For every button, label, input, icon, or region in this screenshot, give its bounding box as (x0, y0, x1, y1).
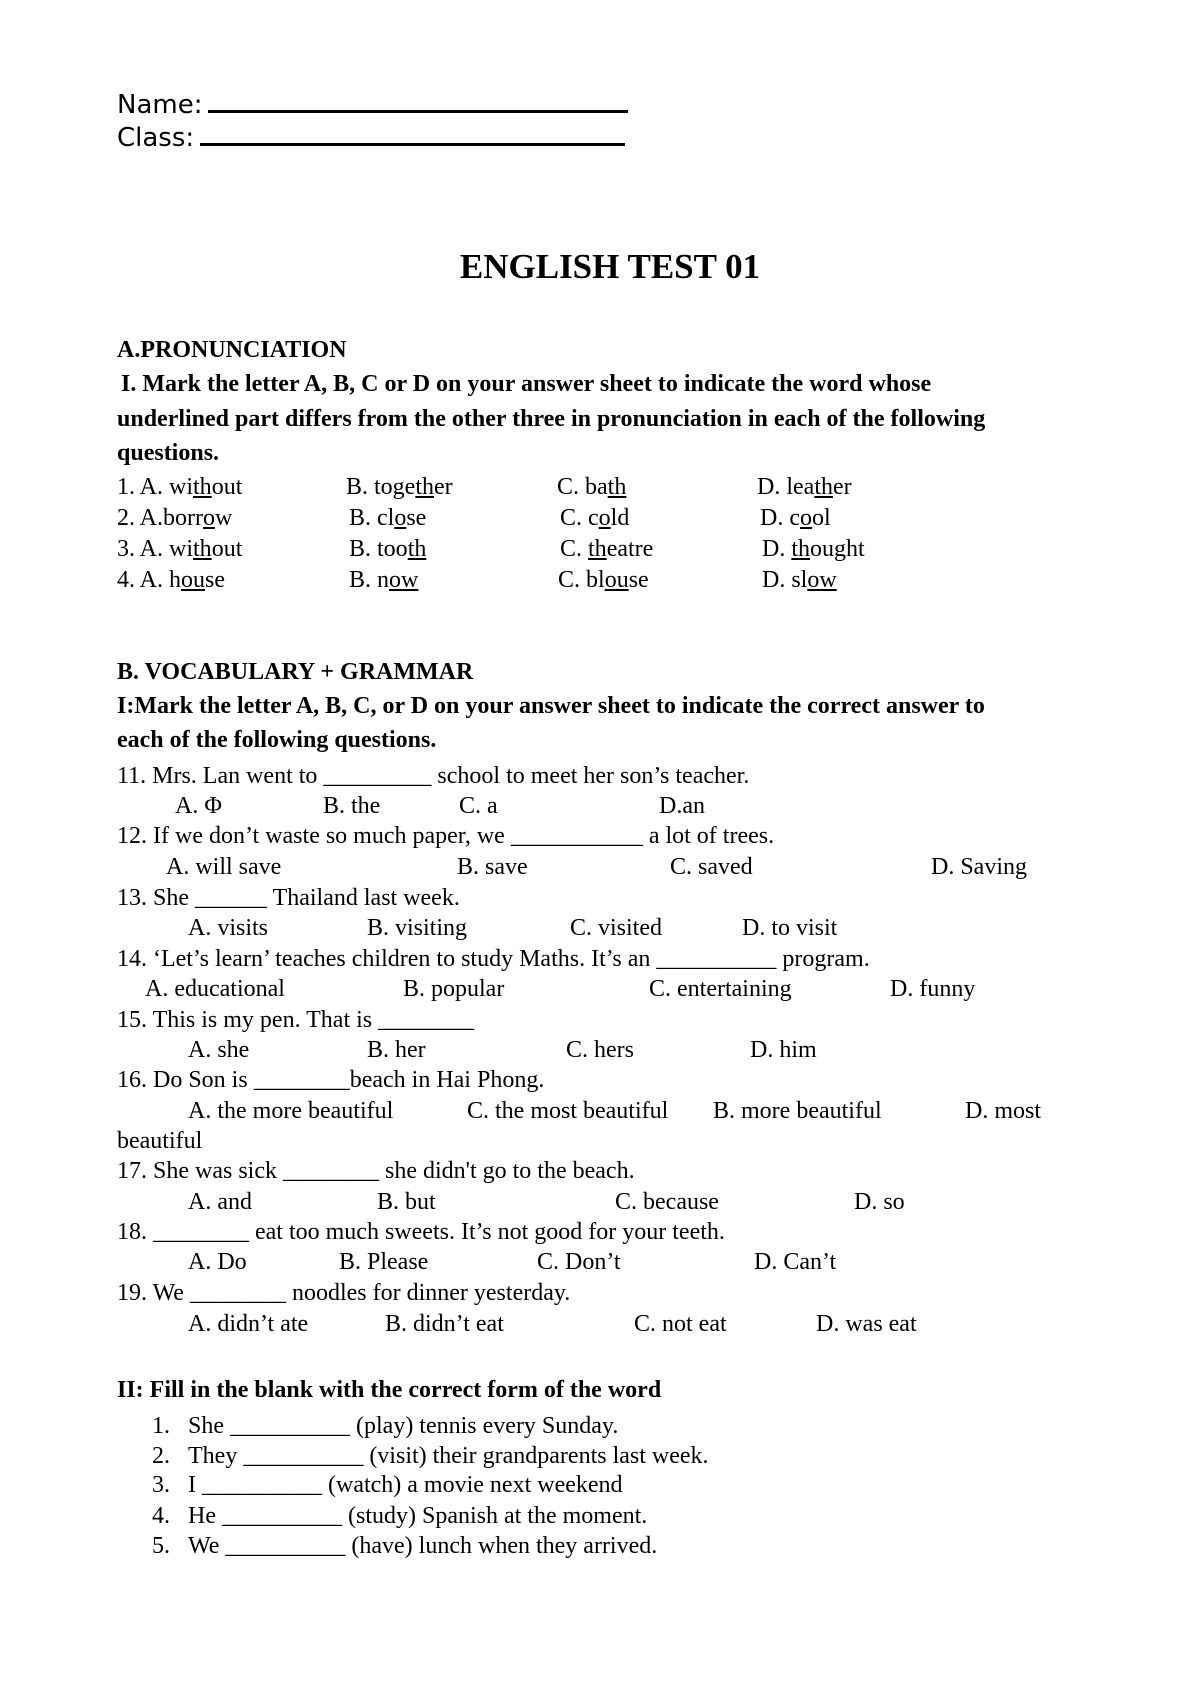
q15-option-d[interactable]: D. him (750, 1037, 817, 1063)
q15-stem: 15. This is my pen. That is ________ (117, 1007, 475, 1033)
q3-option-b[interactable]: B. tooth (349, 536, 427, 562)
fill-item-number: 1. (152, 1413, 170, 1439)
section-b-instruction-line2: each of the following questions. (117, 727, 437, 753)
q15-option-a[interactable]: A. she (188, 1037, 250, 1063)
q11-option-c[interactable]: C. a (459, 793, 498, 819)
fill-item-text[interactable]: They __________ (visit) their grandparents last week. (188, 1443, 709, 1469)
q14-stem: 14. ‘Let’s learn’ teaches children to study Maths. It’s an __________ program. (117, 946, 870, 972)
q16-option-d-wrap: beautiful (117, 1128, 203, 1154)
q1-option-d[interactable]: D. leather (757, 474, 852, 500)
q12-option-d[interactable]: D. Saving (931, 854, 1027, 880)
q2-option-b[interactable]: B. close (349, 505, 427, 531)
q14-option-b[interactable]: B. popular (403, 976, 505, 1002)
q4-option-c[interactable]: C. blouse (558, 567, 649, 593)
q16-option-b[interactable]: B. more beautiful (713, 1098, 882, 1124)
fill-item-text[interactable]: He __________ (study) Spanish at the moment. (188, 1503, 648, 1529)
q18-stem: 18. ________ eat too much sweets. It’s not good for your teeth. (117, 1219, 725, 1245)
q19-option-d[interactable]: D. was eat (816, 1311, 917, 1337)
name-field[interactable] (208, 88, 628, 113)
class-field[interactable] (200, 121, 625, 146)
q13-stem: 13. She ______ Thailand last week. (117, 885, 460, 911)
q1-option-a[interactable]: 1. A. without (117, 474, 243, 500)
q18-option-c[interactable]: C. Don’t (537, 1249, 621, 1275)
fill-item-text[interactable]: I __________ (watch) a movie next weekend (188, 1472, 623, 1498)
q3-option-a[interactable]: 3. A. without (117, 536, 243, 562)
q15-option-c[interactable]: C. hers (566, 1037, 634, 1063)
section-fill-heading: II: Fill in the blank with the correct form of the word (117, 1377, 662, 1403)
q3-option-d[interactable]: D. thought (762, 536, 865, 562)
q15-option-b[interactable]: B. her (367, 1037, 426, 1063)
q16-stem: 16. Do Son is ________beach in Hai Phong. (117, 1067, 545, 1093)
section-a-instruction-line2: underlined part differs from the other three in pronunciation in each of the following (117, 406, 986, 432)
q2-option-d[interactable]: D. cool (760, 505, 831, 531)
q3-option-c[interactable]: C. theatre (560, 536, 654, 562)
fill-item-number: 3. (152, 1472, 170, 1498)
section-b-heading: B. VOCABULARY + GRAMMAR (117, 659, 474, 685)
name-label: Name: (117, 90, 203, 120)
q11-option-b[interactable]: B. the (323, 793, 381, 819)
fill-item-text[interactable]: We __________ (have) lunch when they arrived. (188, 1533, 658, 1559)
q13-option-c[interactable]: C. visited (570, 915, 663, 941)
q14-option-d[interactable]: D. funny (890, 976, 976, 1002)
q4-option-d[interactable]: D. slow (762, 567, 837, 593)
q17-option-d[interactable]: D. so (854, 1189, 905, 1215)
page-title: ENGLISH TEST 01 (459, 247, 761, 286)
q4-option-a[interactable]: 4. A. house (117, 567, 226, 593)
q12-option-c[interactable]: C. saved (670, 854, 753, 880)
q17-stem: 17. She was sick ________ she didn't go to the beach. (117, 1158, 635, 1184)
fill-item-number: 2. (152, 1443, 170, 1469)
q18-option-a[interactable]: A. Do (188, 1249, 247, 1275)
q18-option-b[interactable]: B. Please (339, 1249, 429, 1275)
q1-option-b[interactable]: B. together (346, 474, 453, 500)
section-a-instruction-line3: questions. (117, 440, 220, 466)
q19-stem: 19. We ________ noodles for dinner yesterday. (117, 1280, 571, 1306)
q2-option-c[interactable]: C. cold (560, 505, 630, 531)
q19-option-b[interactable]: B. didn’t eat (385, 1311, 504, 1337)
q13-option-a[interactable]: A. visits (188, 915, 269, 941)
q13-option-b[interactable]: B. visiting (367, 915, 468, 941)
q16-option-a[interactable]: A. the more beautiful (188, 1098, 394, 1124)
q12-stem: 12. If we don’t waste so much paper, we ___________ a lot of trees. (117, 823, 775, 849)
q17-option-c[interactable]: C. because (615, 1189, 719, 1215)
q12-option-a[interactable]: A. will save (166, 854, 282, 880)
q14-option-a[interactable]: A. educational (145, 976, 285, 1002)
q13-option-d[interactable]: D. to visit (742, 915, 838, 941)
q11-option-a[interactable]: A. Φ (175, 793, 222, 819)
name-row (117, 88, 628, 121)
q11-option-d[interactable]: D.an (659, 793, 705, 819)
class-label: Class: (117, 123, 195, 153)
q14-option-c[interactable]: C. entertaining (649, 976, 792, 1002)
section-a-instruction-line1: I. Mark the letter A, B, C or D on your answer sheet to indicate the word whose (121, 371, 932, 397)
q11-stem: 11. Mrs. Lan went to _________ school to meet her son’s teacher. (117, 763, 750, 789)
q2-option-a[interactable]: 2. A.borrow (117, 505, 233, 531)
class-row (117, 121, 625, 154)
q18-option-d[interactable]: D. Can’t (754, 1249, 837, 1275)
q17-option-b[interactable]: B. but (377, 1189, 436, 1215)
q19-option-c[interactable]: C. not eat (634, 1311, 727, 1337)
q16-option-c[interactable]: C. the most beautiful (467, 1098, 669, 1124)
q19-option-a[interactable]: A. didn’t ate (188, 1311, 309, 1337)
fill-item-text[interactable]: She __________ (play) tennis every Sunday. (188, 1413, 619, 1439)
section-a-heading: A.PRONUNCIATION (117, 337, 347, 363)
q12-option-b[interactable]: B. save (457, 854, 528, 880)
section-b-instruction-line1: I:Mark the letter A, B, C, or D on your answer sheet to indicate the correct answer to (117, 693, 985, 719)
fill-item-number: 4. (152, 1503, 170, 1529)
q1-option-c[interactable]: C. bath (557, 474, 627, 500)
q16-option-d[interactable]: D. most (965, 1098, 1042, 1124)
q17-option-a[interactable]: A. and (188, 1189, 252, 1215)
q4-option-b[interactable]: B. now (349, 567, 419, 593)
fill-item-number: 5. (152, 1533, 170, 1559)
